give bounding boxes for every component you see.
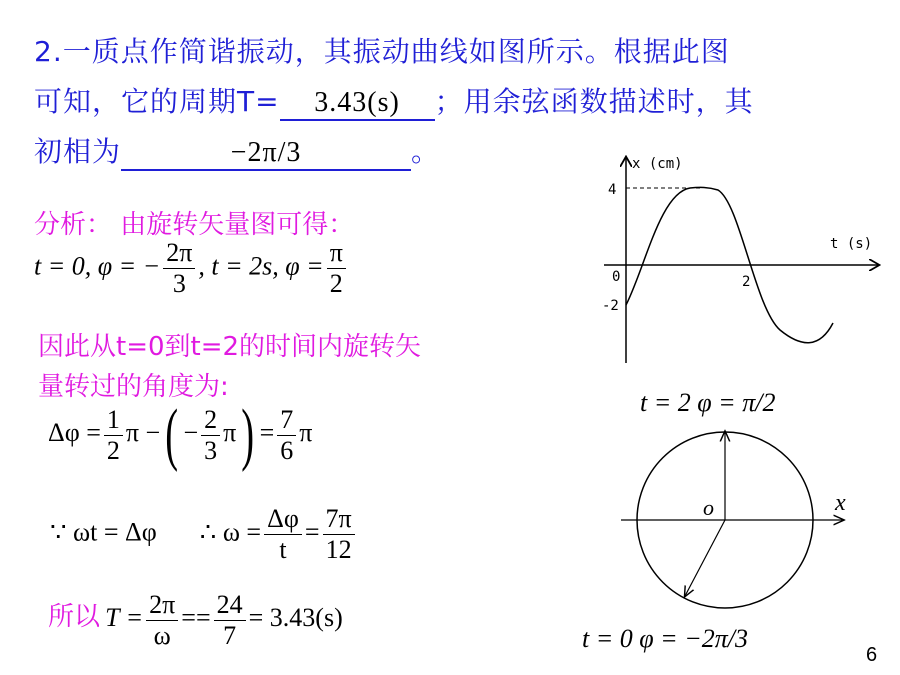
delta-pi-3: π — [299, 417, 313, 447]
frac-num: Δφ — [264, 504, 302, 535]
frac-den: 2 — [106, 435, 120, 465]
T-frac-1 — [146, 590, 178, 651]
omega-frac-2 — [323, 504, 355, 565]
frac-num: 24 — [214, 590, 246, 621]
frac-den: 3 — [172, 268, 186, 298]
frac-num: π — [327, 238, 346, 269]
frac-num: 2π — [146, 590, 178, 621]
phasor-axis-label: x — [835, 490, 846, 516]
frac-num: 7π — [323, 504, 355, 535]
phase-eq-mid: , t = 2s, φ = — [198, 251, 324, 281]
delta-frac-1 — [104, 405, 123, 466]
phasor-diagram — [615, 420, 865, 620]
question-line-3-suffix: 。 — [411, 135, 441, 168]
frac-den: 6 — [280, 435, 294, 465]
delta-equals: = — [259, 417, 275, 447]
delta-inner-sign: − — [183, 417, 199, 447]
delta-pi-minus: π − — [125, 417, 161, 447]
frac-num: 7 — [277, 405, 296, 436]
frac-den: t — [279, 534, 287, 564]
question-line-1: 2.一质点作简谐振动，其振动曲线如图所示。根据此图 — [34, 35, 730, 68]
T-frac-2 — [214, 590, 246, 651]
period-conclusion — [48, 590, 343, 651]
omega-equals: = — [304, 517, 320, 547]
tick-2: 2 — [742, 274, 751, 290]
analysis-heading: 分析： 由旋转矢量图可得： — [34, 210, 355, 240]
frac-num: 1 — [104, 405, 123, 436]
tick-neg2: -2 — [602, 298, 619, 314]
phase-eq-frac-1 — [163, 238, 195, 299]
phasor-origin-label: o — [703, 495, 714, 520]
tick-0: 0 — [612, 269, 621, 285]
delta-pi-2: π — [223, 417, 237, 447]
phasor-bottom-label: t = 0 φ = −2π/3 — [582, 624, 748, 653]
omega-frac-1 — [264, 504, 302, 565]
analysis-text-line-1: 因此从t=0到t=2的时间内旋转矢 — [38, 332, 422, 362]
period-answer: 3.43(s) — [280, 87, 435, 121]
phase-answer: −2π/3 — [121, 137, 411, 171]
question-line-2 — [34, 80, 754, 121]
delta-lhs: Δφ = — [48, 417, 101, 447]
T-result: = 3.43(s) — [248, 603, 343, 633]
graph-x-label: t (s) — [830, 236, 873, 252]
delta-frac-2 — [201, 405, 220, 466]
left-paren: ( — [165, 396, 179, 473]
period-equation — [105, 590, 343, 650]
phase-eq-left: t = 0, φ = − — [34, 251, 161, 281]
tick-4: 4 — [608, 182, 617, 198]
omega-because: ∵ ωt = Δφ — [50, 517, 157, 547]
oscillation-graph — [590, 148, 890, 368]
phase-equation — [34, 238, 349, 299]
delta-phi-equation — [48, 396, 313, 473]
omega-equation — [50, 504, 358, 565]
frac-den: 12 — [325, 534, 352, 564]
page-number: 6 — [866, 644, 878, 666]
phasor-top-label: t = 2 φ = π/2 — [640, 388, 776, 417]
frac-num: 2π — [163, 238, 195, 269]
question-line-3-prefix: 初相为 — [34, 135, 122, 168]
T-eqeq: == — [181, 603, 211, 633]
graph-y-label: x (cm) — [632, 156, 683, 172]
frac-den: ω — [153, 620, 171, 650]
frac-den: 3 — [204, 435, 218, 465]
analysis-text-line-2: 量转过的角度为: — [38, 372, 229, 402]
T-lhs: T = — [105, 603, 144, 633]
frac-den: 2 — [329, 268, 343, 298]
question-line-2-suffix: ；用余弦函数描述时，其 — [434, 85, 754, 118]
right-paren: ) — [241, 396, 255, 473]
frac-num: 2 — [201, 405, 220, 436]
frac-den: 7 — [223, 620, 237, 650]
phase-eq-frac-2 — [327, 238, 346, 299]
phasor-vector-t0 — [685, 520, 725, 596]
question-line-3 — [34, 130, 440, 171]
question-line-2-prefix: 可知，它的周期T= — [34, 85, 280, 118]
conclusion-label: 所以 — [48, 601, 101, 632]
delta-frac-3 — [277, 405, 296, 466]
omega-therefore: ∴ ω = — [199, 517, 262, 547]
